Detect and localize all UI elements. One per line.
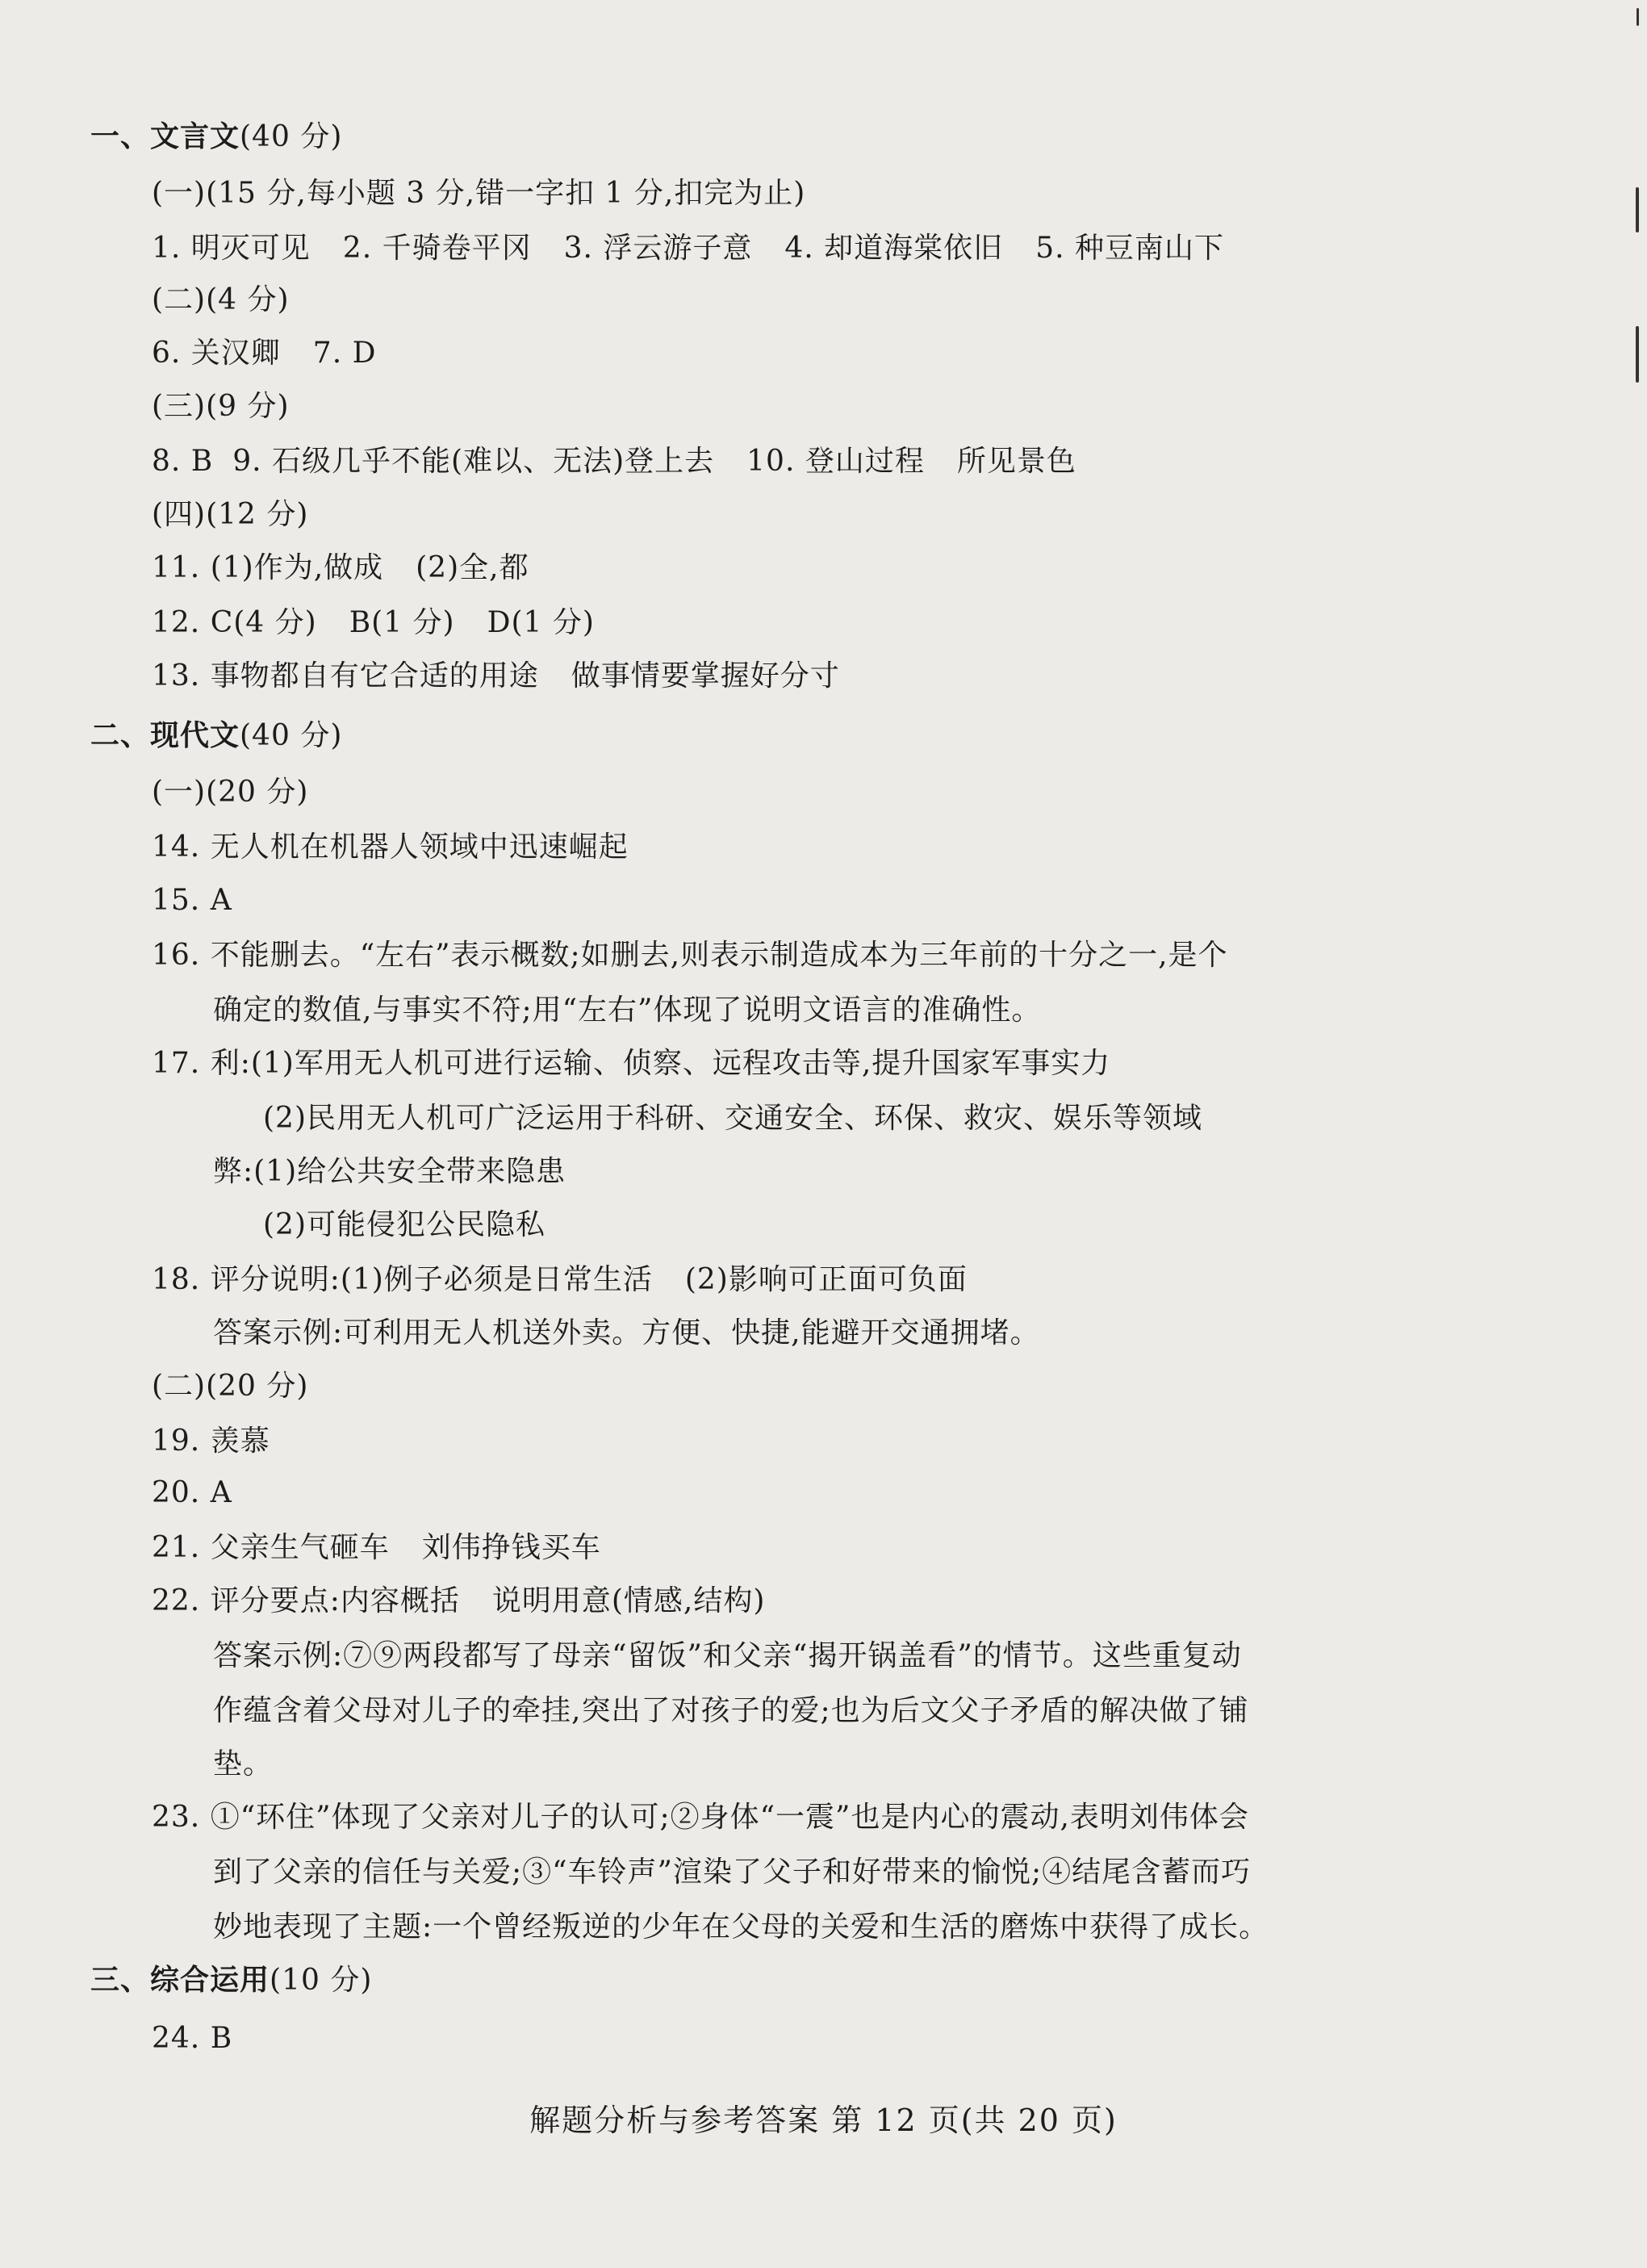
answer-line-16b: 确定的数值,与事实不符;用“左右”体现了说明文语言的准确性。 bbox=[213, 994, 1042, 1027]
answer-item: 18. 评分说明:(1)例子必须是日常生活 bbox=[152, 1263, 653, 1296]
answer-item: 12. C(4 分) bbox=[152, 606, 317, 639]
answer-item: 6. 关汉卿 bbox=[152, 337, 281, 370]
answer-item: 9. 石级几乎不能(难以、无法)登上去 bbox=[232, 445, 715, 478]
section-title: 三、综合运用 bbox=[90, 1964, 270, 1997]
answer-item: 说明用意(情感,结构) bbox=[491, 1584, 766, 1617]
answer-line-17c: 弊:(1)给公共安全带来隐患 bbox=[213, 1155, 566, 1188]
answer-item: 2. 千骑卷平冈 bbox=[342, 232, 532, 265]
answer-line-14: 14. 无人机在机器人领域中迅速崛起 bbox=[152, 831, 629, 864]
answer-line-17d: (2)可能侵犯公民隐私 bbox=[263, 1208, 546, 1241]
answer-item: 做事情要掌握好分寸 bbox=[571, 659, 840, 693]
answer-item: 1. 明灭可见 bbox=[152, 232, 311, 265]
answer-item: 10. 登山过程 bbox=[746, 445, 925, 478]
answer-line-6-7 bbox=[152, 334, 376, 373]
answer-line-17b: (2)民用无人机可广泛运用于科研、交通安全、环保、救灾、娱乐等领域 bbox=[263, 1102, 1202, 1135]
part-heading: (二)(20 分) bbox=[152, 1370, 309, 1403]
answer-line-8-10 bbox=[152, 442, 1076, 481]
answer-line-23b: 到了父亲的信任与关爱;③“车铃声”渲染了父子和好带来的愉悦;④结尾含蓄而巧 bbox=[213, 1856, 1252, 1889]
answer-line-23a: 23. ①“环住”体现了父亲对儿子的认可;②身体“一震”也是内心的震动,表明刘伟体会 bbox=[152, 1801, 1249, 1834]
answer-item: 3. 浮云游子意 bbox=[563, 232, 753, 265]
answer-item: 7. D bbox=[312, 337, 377, 370]
part-heading: (四)(12 分) bbox=[152, 498, 309, 531]
answer-line-12 bbox=[152, 604, 595, 642]
answer-line-24: 24. B bbox=[152, 2022, 233, 2055]
answer-line-17a: 17. 利:(1)军用无人机可进行运输、侦察、远程攻击等,提升国家军事实力 bbox=[152, 1047, 1111, 1080]
answer-line-22a bbox=[152, 1582, 765, 1621]
answer-line-21 bbox=[152, 1529, 601, 1567]
section-heading-classical bbox=[90, 118, 342, 157]
scan-edge-mark bbox=[1636, 187, 1639, 232]
answer-item: (2)影响可正面可负面 bbox=[684, 1263, 968, 1296]
answer-item: 8. B bbox=[152, 445, 214, 478]
part-heading: (一)(15 分,每小题 3 分,错一字扣 1 分,扣完为止) bbox=[152, 177, 806, 210]
section-points: (10 分) bbox=[270, 1964, 373, 1997]
answer-line-22b: 答案示例:⑦⑨两段都写了母亲“留饭”和父亲“揭开锅盖看”的情节。这些重复动 bbox=[213, 1639, 1242, 1672]
answer-line-22c: 作蕴含着父母对儿子的牵挂,突出了对孩子的爱;也为后文父子矛盾的解决做了铺 bbox=[213, 1694, 1249, 1727]
section-points: (40 分) bbox=[240, 120, 343, 153]
answer-line-22d: 垫。 bbox=[213, 1747, 274, 1781]
answer-item: (2)全,都 bbox=[416, 551, 529, 584]
answer-item: 所见景色 bbox=[956, 445, 1076, 478]
answer-line-16a: 16. 不能删去。“左右”表示概数;如删去,则表示制造成本为三年前的十分之一,是个 bbox=[152, 939, 1228, 972]
answer-item: 21. 父亲生气砸车 bbox=[152, 1531, 390, 1564]
answer-line-11 bbox=[152, 549, 529, 588]
section-title: 一、文言文 bbox=[90, 120, 240, 153]
section-heading-comprehensive bbox=[90, 1961, 372, 2000]
answer-line-19: 19. 羡慕 bbox=[152, 1425, 270, 1458]
section-points: (40 分) bbox=[240, 719, 343, 752]
scan-edge-mark bbox=[1636, 326, 1639, 383]
answer-item: 5. 种豆南山下 bbox=[1035, 232, 1224, 265]
answer-item: 刘伟挣钱买车 bbox=[421, 1531, 601, 1564]
answer-line-20: 20. A bbox=[152, 1476, 232, 1509]
answer-item: 13. 事物都自有它合适的用途 bbox=[152, 659, 539, 693]
answer-item: D(1 分) bbox=[487, 606, 595, 639]
answer-line-18b: 答案示例:可利用无人机送外卖。方便、快捷,能避开交通拥堵。 bbox=[213, 1316, 1040, 1350]
answer-line-1-5 bbox=[152, 229, 1224, 268]
answer-line-18a bbox=[152, 1261, 968, 1299]
page-footer: 解题分析与参考答案 第 12 页(共 20 页) bbox=[529, 2103, 1118, 2138]
part-heading: (二)(4 分) bbox=[152, 283, 290, 316]
answer-line-13 bbox=[152, 657, 840, 696]
scan-edge-mark bbox=[1637, 8, 1639, 26]
section-heading-modern bbox=[90, 717, 342, 755]
answer-item: 4. 却道海棠依旧 bbox=[784, 232, 1004, 265]
answer-line-15: 15. A bbox=[152, 884, 232, 917]
part-heading: (一)(20 分) bbox=[152, 776, 309, 809]
answer-item: B(1 分) bbox=[349, 606, 455, 639]
answer-line-23c: 妙地表现了主题:一个曾经叛逆的少年在父母的关爱和生活的磨炼中获得了成长。 bbox=[213, 1910, 1269, 1944]
answer-item: 22. 评分要点:内容概括 bbox=[152, 1584, 460, 1617]
section-title: 二、现代文 bbox=[90, 719, 240, 752]
part-heading: (三)(9 分) bbox=[152, 390, 290, 423]
answer-item: 11. (1)作为,做成 bbox=[152, 551, 384, 584]
